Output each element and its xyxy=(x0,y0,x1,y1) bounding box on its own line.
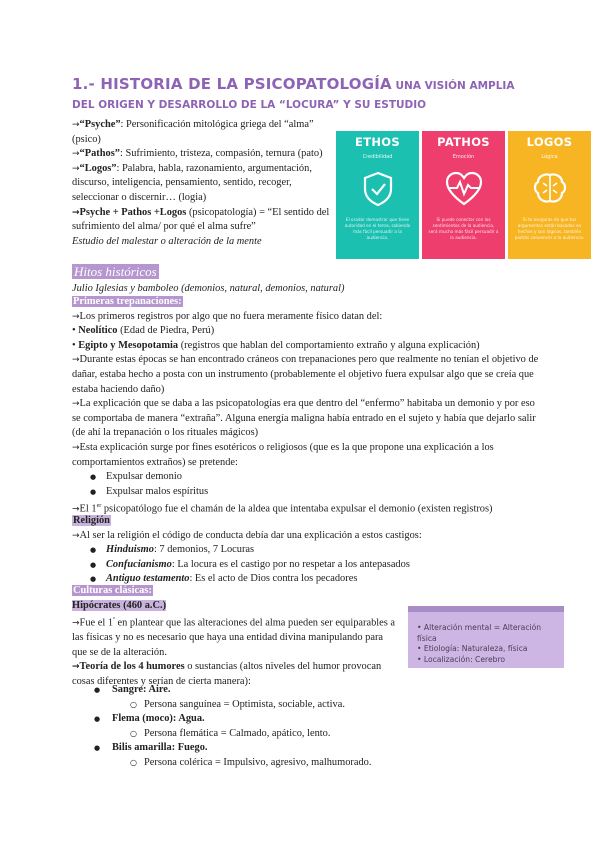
psyche-line: →“Psyche”: Personificación mitológica griega del “alma” (psico) xyxy=(72,119,314,145)
esotericos-paragraph: →Esta explicación surge por fines esotéricos o religiosos (que es la que propone una explicación a los comportamientos extraños) se pretende: xyxy=(72,441,494,468)
religion-block xyxy=(72,514,542,587)
title-subtitle-b: DEL ORIGEN Y DESARROLLO DE LA “LOCURA” Y SU ESTUDIO xyxy=(72,98,427,111)
list-item: ● Expulsar malos espíritus xyxy=(72,485,542,500)
arrow-icon: → xyxy=(72,355,80,366)
list-item: ● Expulsar demonio xyxy=(72,470,542,485)
arrow-icon: → xyxy=(72,120,80,130)
hipocrates-paragraph: →Fue el $1^º$ en plantear que las alteraciones del alma pueden ser equiparables a las físicas y no es necesario que haya una entidad divina manipulando para que se de la alteración. xyxy=(72,617,396,658)
arrow-icon: → xyxy=(72,530,80,541)
trepanaciones-intro: →Los primeros registros por algo que no fuera meramente físico datan del: xyxy=(72,310,383,322)
list-subitem: ○ Persona sanguínea = Optimista, sociable, activa. xyxy=(72,698,542,713)
summary-line: • Alteración mental = Alteración física xyxy=(417,623,542,643)
heart-pulse-icon xyxy=(444,169,484,209)
neolitico-line: • Neolítico (Edad de Piedra, Perú) xyxy=(72,325,215,337)
shield-icon xyxy=(358,169,398,209)
list-subitem: ○ Persona flemática = Calmado, apático, lento. xyxy=(72,727,542,742)
arrow-icon: → xyxy=(72,207,80,218)
ethos-card: ETHOS Credibilidad El orador demostrar que tiene autoridad en el tema, sabiendo más fácil persuadir a la audiencia. xyxy=(336,131,419,259)
hipocrates-heading: Hipócrates (460 a.C.) xyxy=(72,599,167,611)
brain-icon xyxy=(530,169,570,209)
summary-line: • Etiología: Naturaleza, física xyxy=(417,644,528,653)
arrow-icon: → xyxy=(72,163,80,174)
craneos-paragraph: →Durante estas épocas se han encontrado cráneos con trepanaciones pero que realmente no tenían el objetivo de dañar, estaba hecho a posta con un instrumento (probablemente el objetivo fuera expulsar algo que se creía que estaba haciendo daño) xyxy=(72,354,539,395)
humores-list xyxy=(72,683,542,771)
section-title xyxy=(72,77,542,112)
formula-line: →Psyche + Pathos +Logos (psicopatología) = “El sentido del sufrimiento del alma/ por qué el alma sufre” xyxy=(72,206,330,233)
arrow-icon: → xyxy=(72,618,80,629)
list-item: ● Flema (moco): Agua. xyxy=(72,712,542,727)
culturas-block xyxy=(72,584,398,690)
arrow-icon: → xyxy=(72,662,80,673)
hipocrates-summary-box xyxy=(408,606,564,668)
arrow-icon: → xyxy=(72,149,80,160)
egipto-line: • Egipto y Mesopotamia (registros que hablan del comportamiento extraño y alguna explicación) xyxy=(72,339,480,351)
religion-heading: Religión xyxy=(73,515,110,526)
arrow-icon: → xyxy=(72,311,80,322)
logos-card: LOGOS Lógica Si te aseguras de que tus argumentos están basados en hechos y son lógicos, también podrás convencer a la audiencia. xyxy=(508,131,591,259)
etymology-block xyxy=(72,118,334,249)
pathos-line: →“Pathos”: Sufrimiento, tristeza, compasión, ternura (pato) xyxy=(72,148,323,160)
pathos-card: PATHOS Emoción Si puede conectar con los sentimientos de la audiencia, será mucho más fácil persuadir a la audiencia. xyxy=(422,131,505,259)
list-item: ● Bilis amarilla: Fuego. xyxy=(72,741,542,756)
summary-line: • Localización: Cerebro xyxy=(417,654,506,664)
hitos-subtitle: Julio Iglesias y bamboleo (demonios, natural, demonios, natural) xyxy=(72,282,345,294)
list-item: ● Hinduismo: 7 demonios, 7 Locuras xyxy=(72,543,542,558)
list-subitem: ○ Persona colérica = Impulsivo, agresivo, malhumorado. xyxy=(72,756,542,771)
list-item: ● Confucianismo: La locura es el castigo por no respetar a los antepasados xyxy=(72,558,542,573)
arrow-icon: → xyxy=(72,442,80,453)
italic-note: Estudio del malestar o alteración de la mente xyxy=(72,235,262,247)
list-item: ● Sangre: Aire. xyxy=(72,683,542,698)
chaman-line: →El 1er psicopatólogo fue el chamán de la aldea que intentaba expulsar el demonio (existen registros) xyxy=(72,503,493,515)
culturas-heading: Culturas clásicas: xyxy=(73,585,152,596)
hitos-block xyxy=(72,264,542,296)
ethos-pathos-logos-image xyxy=(336,131,591,259)
list-item: ● Antiguo testamento: Es el acto de Dios contra los pecadores xyxy=(72,572,542,587)
religion-intro: →Al ser la religión el código de conducta debía dar una explicación a estos castigos: xyxy=(72,529,422,541)
title-subtitle-a: UNA VISIÓN AMPLIA xyxy=(391,80,515,92)
trepanaciones-heading: Primeras trepanaciones: xyxy=(73,296,182,307)
arrow-icon: → xyxy=(72,399,80,410)
logos-line: →“Logos”: Palabra, habla, razonamiento, argumentación, discurso, inteligencia, pensamiento, sentido, recoger, seleccionar o discernir… (logia) xyxy=(72,162,312,203)
title-main: 1.- HISTORIA DE LA PSICOPATOLOGÍA xyxy=(72,75,392,93)
trepanaciones-block xyxy=(72,295,542,517)
explicacion-paragraph: →La explicación que se daba a las psicopatologías era que dentro del “enfermo” habitaba un demonio y por eso se comportaba de manera “extraña”. Alguna energía maligna había entrado en el sujeto y había que dejarlo salir (de ahí la trepanación o los rituales mágicos) xyxy=(72,398,536,439)
hitos-heading: Hitos históricos xyxy=(74,264,157,279)
arrow-icon: → xyxy=(72,504,80,515)
teoria-paragraph: →Teoría de los 4 humores o sustancias (altos niveles del humor provocan cosas diferentes y serían de cierta manera): xyxy=(72,661,382,688)
